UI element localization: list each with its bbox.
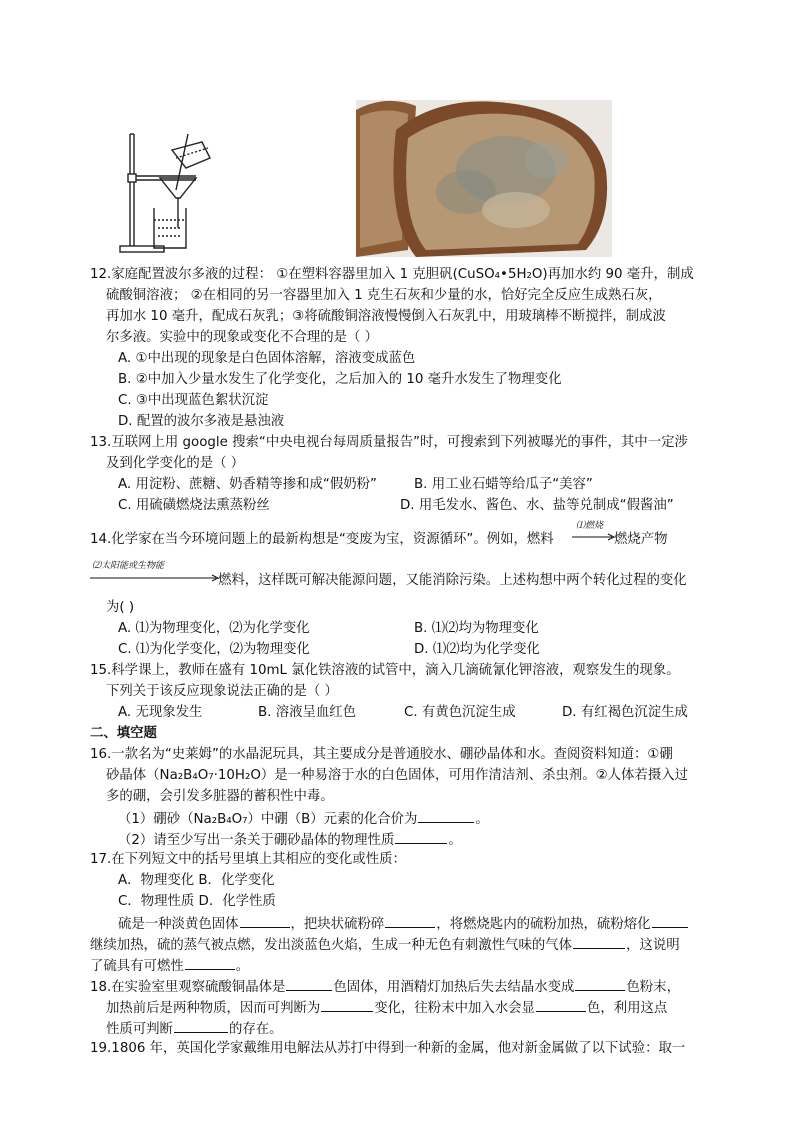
q13-option-c[interactable]: C. 用硫磺燃烧法熏蒸粉丝: [118, 498, 270, 513]
q17-blank-2[interactable]: [385, 913, 435, 928]
q16-sub1: [118, 808, 489, 828]
q18-g: 性质可判断: [106, 1022, 173, 1037]
moldy-bread-photo: [356, 100, 612, 257]
q17-p3b: 。: [235, 959, 250, 974]
q12-option-c[interactable]: C. ③中出现蓝色絮状沉淀: [118, 393, 269, 408]
q14-option-c[interactable]: C. ⑴为化学变化，⑵为物理变化: [118, 642, 310, 657]
q18-line3: [106, 1018, 283, 1038]
q18-line2: [106, 997, 667, 1017]
q16-sub2: [118, 829, 462, 849]
q14-arrow2: [90, 574, 220, 582]
section-title-fill-in: 二、填空题: [90, 726, 157, 741]
q14-arrow1: [572, 533, 616, 541]
q18-blank-5[interactable]: [174, 1018, 228, 1033]
q17-p1c: ，将燃烧匙内的硫粉加热，硫粉熔化: [436, 917, 651, 932]
q12-line2: 硫酸铜溶液； ②在相同的另一容器里加入 1 克生石灰和少量的水，恰好完全反应生成熟石灰，: [106, 288, 662, 303]
q18-d: 加热前后是两种物质，因而可判断为: [106, 1001, 321, 1016]
q14-option-d[interactable]: D. ⑴⑵均为化学变化: [414, 642, 540, 657]
q17-line1: 17.在下列短文中的括号里填上其相应的变化或性质：: [90, 852, 406, 867]
q13-line1: 13.互联网上用 google 搜索“中央电视台每周质量报告”时，可搜索到下列被曝光的事件，其中一定涉: [90, 435, 688, 450]
q13-line2: 及到化学变化的是（ ）: [106, 456, 245, 471]
q14-line1: 14.化学家在当今环境问题上的最新构想是“变废为宝，资源循环”。例如，燃料: [90, 532, 554, 547]
q18-a: 18.在实验室里观察硫酸铜晶体是: [90, 980, 286, 995]
q18-e: 变化，往粉末中加入水会显: [374, 1001, 535, 1016]
q16-sub1-end: 。: [475, 812, 489, 827]
q17-options-cd: C．物理性质 D．化学性质: [118, 894, 276, 909]
q12-option-d[interactable]: D. 配置的波尔多液是悬浊液: [118, 414, 285, 429]
q16-sub2-answer-blank[interactable]: [395, 829, 447, 844]
q19-line1: 19.1806 年，英国化学家戴维用电解法从苏打中得到一种新的金属，他对新金属做了以下试验：取一: [90, 1041, 686, 1056]
q17-blank-3[interactable]: [652, 913, 688, 928]
q15-option-d[interactable]: D. 有红褐色沉淀生成: [562, 705, 688, 720]
q16-line3: 多的硼，会引发多脏器的蓄积性中毒。: [106, 789, 334, 804]
q17-options-ab: A．物理变化 B．化学变化: [118, 873, 275, 888]
q17-blank-5[interactable]: [185, 955, 235, 970]
q18-blank-4[interactable]: [536, 997, 586, 1012]
q15-line2: 下列关于该反应现象说法正确的是（ ）: [106, 684, 338, 699]
q18-b: 色固体，用酒精灯加热后失去结晶水变成: [333, 980, 575, 995]
q16-sub2-text: （2）请至少写出一条关于硼砂晶体的物理性质: [118, 833, 395, 848]
q17-p1a: 硫是一种淡黄色固体: [118, 917, 239, 932]
q12-line1: 12.家庭配置波尔多液的过程： ①在塑料容器里加入 1 克胆矾(CuSO₄•5H₂O)再加水约 90 毫升，制成: [90, 267, 694, 282]
q18-c: 色粉末，: [626, 980, 680, 995]
q13-option-a[interactable]: A. 用淀粉、蔗糖、奶香精等掺和成“假奶粉”: [118, 477, 377, 492]
q12-line3: 再加水 10 毫升，配成石灰乳；③将硫酸铜溶液慢慢倒入石灰乳中，用玻璃棒不断搅拌，制成波: [106, 309, 666, 324]
q15-option-a[interactable]: A. 无现象发生: [118, 705, 203, 720]
q12-option-a[interactable]: A. ①中出现的现象是白色固体溶解，溶液变成蓝色: [118, 351, 416, 366]
q12-option-b[interactable]: B. ②中加入少量水发生了化学变化，之后加入的 10 毫升水发生了物理变化: [118, 372, 562, 387]
q18-blank-2[interactable]: [575, 976, 625, 991]
q18-f: 色，利用这点: [586, 1001, 668, 1016]
q18-blank-3[interactable]: [321, 997, 373, 1012]
q18-line1: [90, 976, 680, 996]
q12-line4: 尔多液。实验中的现象或变化不合理的是（ ）: [106, 330, 379, 345]
q15-line1: 15.科学课上，教师在盛有 10mL 氯化铁溶液的试管中，滴入几滴硫氰化钾溶液，观察发生的现象。: [90, 663, 680, 678]
q14-arrow2-label: ⑵太阳能或生物能: [92, 561, 165, 571]
q16-sub2-end: 。: [448, 833, 462, 848]
q14-option-b[interactable]: B. ⑴⑵均为物理变化: [414, 621, 539, 636]
q14-arrow1-label: ⑴燃烧: [576, 521, 604, 531]
q17-para2: [90, 934, 680, 954]
q14-product: 燃烧产物: [614, 532, 668, 547]
q17-p2a: 继续加热，硫的蒸气被点燃，发出淡蓝色火焰，生成一种无色有刺激性气味的气体: [90, 938, 573, 953]
q17-blank-1[interactable]: [240, 913, 290, 928]
q14-line2: 燃料，这样既可解决能源问题，又能消除污染。上述构想中两个转化过程的变化: [218, 573, 687, 588]
q17-p1b: ，把块状硫粉碎: [290, 917, 385, 932]
q17-para1: [118, 913, 689, 933]
q16-line2: 砂晶体（Na₂B₄O₇·10H₂O）是一种易溶于水的白色固体，可用作清洁剂、杀虫剂。②人体若摄入过: [106, 768, 688, 783]
q16-sub1-text: （1）硼砂（Na₂B₄O₇）中硼（B）元素的化合价为: [118, 812, 418, 827]
q17-p3a: 了硫具有可燃性: [90, 959, 184, 974]
q17-blank-4[interactable]: [573, 934, 625, 949]
q13-option-b[interactable]: B. 用工业石蜡等给瓜子“美容”: [414, 477, 593, 492]
q13-option-d[interactable]: D. 用毛发水、酱色、水、盐等兑制成“假酱油”: [400, 498, 674, 513]
q15-option-b[interactable]: B. 溶液呈血红色: [258, 705, 357, 720]
q16-sub1-answer-blank[interactable]: [418, 808, 474, 823]
q15-option-c[interactable]: C. 有黄色沉淀生成: [404, 705, 516, 720]
filtration-apparatus-illustration: [116, 128, 216, 256]
q14-option-a[interactable]: A. ⑴为物理变化，⑵为化学变化: [118, 621, 310, 636]
q17-para3: [90, 955, 249, 975]
q14-line3: 为( ): [106, 600, 135, 615]
q18-h: 的存在。: [228, 1022, 283, 1037]
q18-blank-1[interactable]: [286, 976, 332, 991]
q16-line1: 16.一款名为“史莱姆”的水晶泥玩具，其主要成分是普通胶水、硼砂晶体和水。查阅资料知道：①硼: [90, 747, 673, 762]
q17-p2b: ，这说明: [626, 938, 680, 953]
